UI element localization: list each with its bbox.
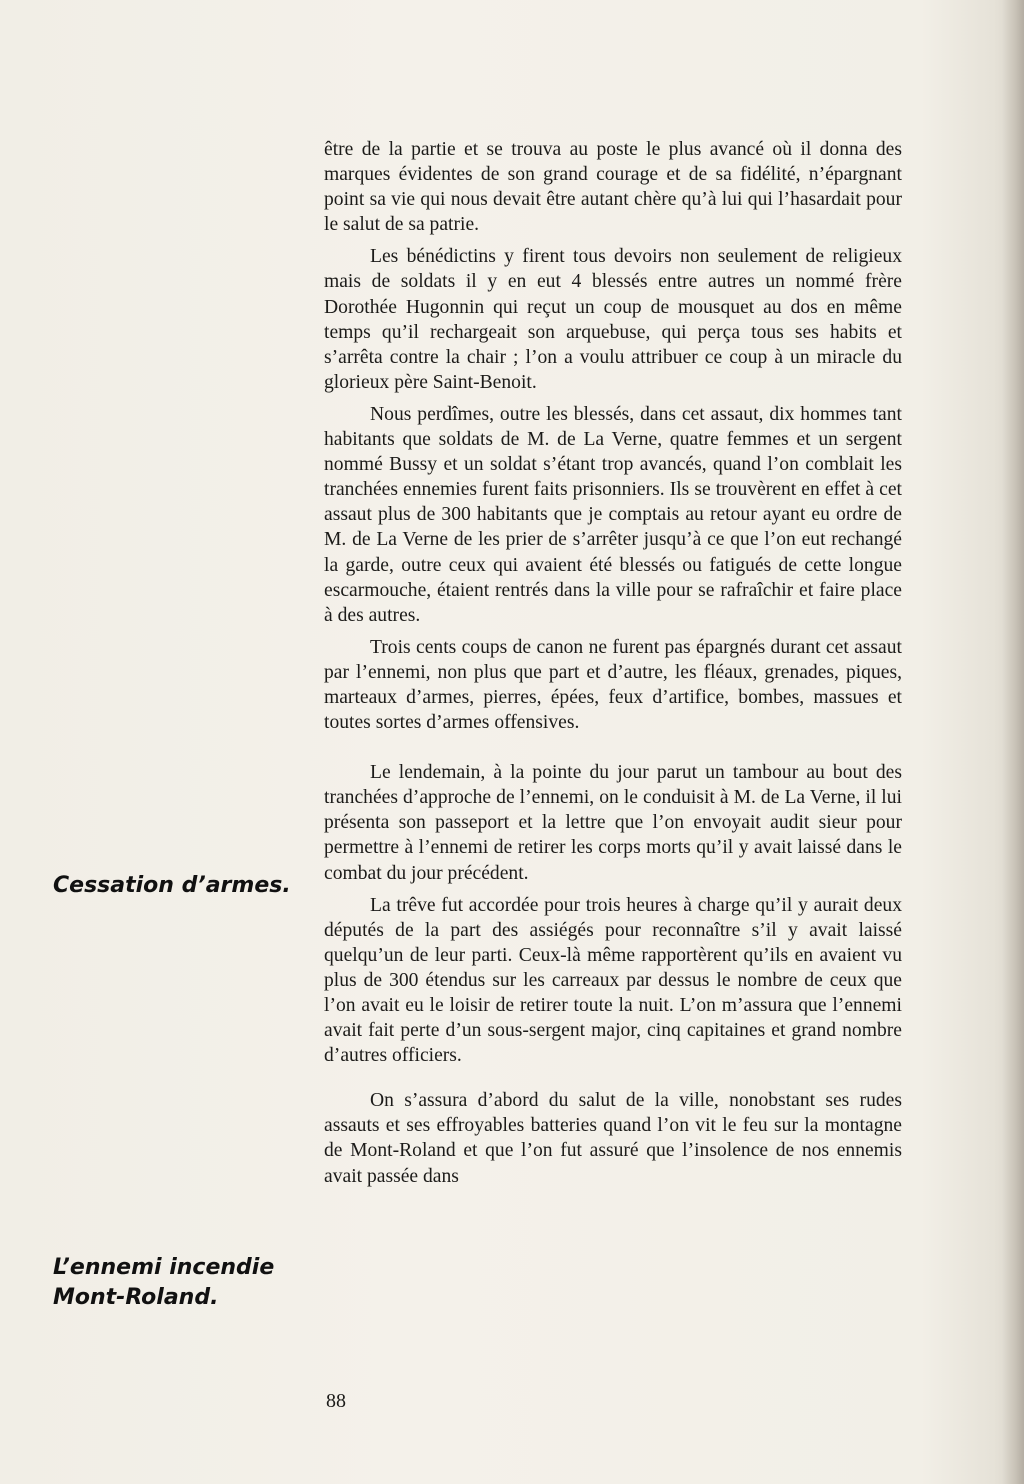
paragraph: Nous perdîmes, outre les blessés, dans cet assaut, dix hommes tant habitants que soldats de M. de La Verne, quatre femmes et un sergent nommé Bussy et un soldat s’étant trop avancés, quand l’on comblait les tranchées ennemies furent faits prisonniers. Ils se trouvèrent en effet à cet assaut plus de 300 habitants que je comptais au retour ayant eu ordre de M. de La Verne de les prier de s’arrêter jusqu’à ce que l’on eut rechangé la garde, outre ceux qui avaient été blessés ou fatigués de cette longue escarmouche, étaient rentrés dans la ville pour se rafraîchir et faire place à des autres. <box>324 403 902 626</box>
margin-note-incendie: L’ennemi incendie Mont-Roland. <box>53 1255 275 1310</box>
paragraph: Les bénédictins y firent tous devoirs non seulement de religieux mais de soldats il y en eut 4 blessés entre autres un nommé frère Dorothée Hugonnin qui reçut un coup de mousquet au dos en même temps qu’il rechargeait son arquebuse, qui perça tous ses habits et s’arrêta contre la chair ; l’on a voulu attribuer ce coup à un miracle du glorieux père Saint-Benoit. <box>324 246 902 393</box>
paragraph: Trois cents coups de canon ne furent pas épargnés durant cet assaut par l’ennemi, non plus que part et d’autre, les fléaux, grenades, piques, marteaux d’armes, pierres, épées, feux d’artifice, bombes, massues et toutes sortes d’armes offensives. <box>324 636 902 734</box>
margin-note-cessation: Cessation d’armes. <box>53 873 291 898</box>
paragraph: Le lendemain, à la pointe du jour parut un tambour au bout des tranchées d’approche de l’ennemi, on le conduisit à M. de La Verne, il lui présenta son passeport et la lettre que l’on envoyait audit sieur pour permettre à l’ennemi de retirer les corps morts qu’il y avait laissé dans le combat du jour précédent. <box>324 762 902 884</box>
paragraph: La trêve fut accordée pour trois heures à charge qu’il y aurait deux députés de la part des assiégés pour reconnaître s’il y avait laissé quelqu’un de leur parti. Ceux-là même rapportèrent qu’ils en avaient vu plus de 300 étendus sur les carreaux par dessus le nombre de ceux que l’on avait eu le loisir de retirer toute la nuit. L’on m’assura que l’ennemi avait fait perte d’un sous-sergent major, cinq capitaines et grand nombre d’autres officiers. <box>324 894 902 1067</box>
paragraph: être de la partie et se trouva au poste le plus avancé où il donna des marques évidentes de son grand courage et de sa fidélité, n’épargnant point sa vie qui nous devait être autant chère qu’à lui qui l’hasardait pour le salut de sa patrie. <box>324 139 902 236</box>
main-text-column <box>324 137 902 1189</box>
page-edge-shadow <box>1002 0 1024 1484</box>
paragraph: On s’assura d’abord du salut de la ville, nonobstant ses rudes assauts et ses effroyables batteries quand l’on vit le feu sur la montagne de Mont-Roland et que l’on fut assuré que l’insolence de nos ennemis avait passée dans <box>324 1090 902 1187</box>
page-number: 88 <box>326 1390 346 1412</box>
